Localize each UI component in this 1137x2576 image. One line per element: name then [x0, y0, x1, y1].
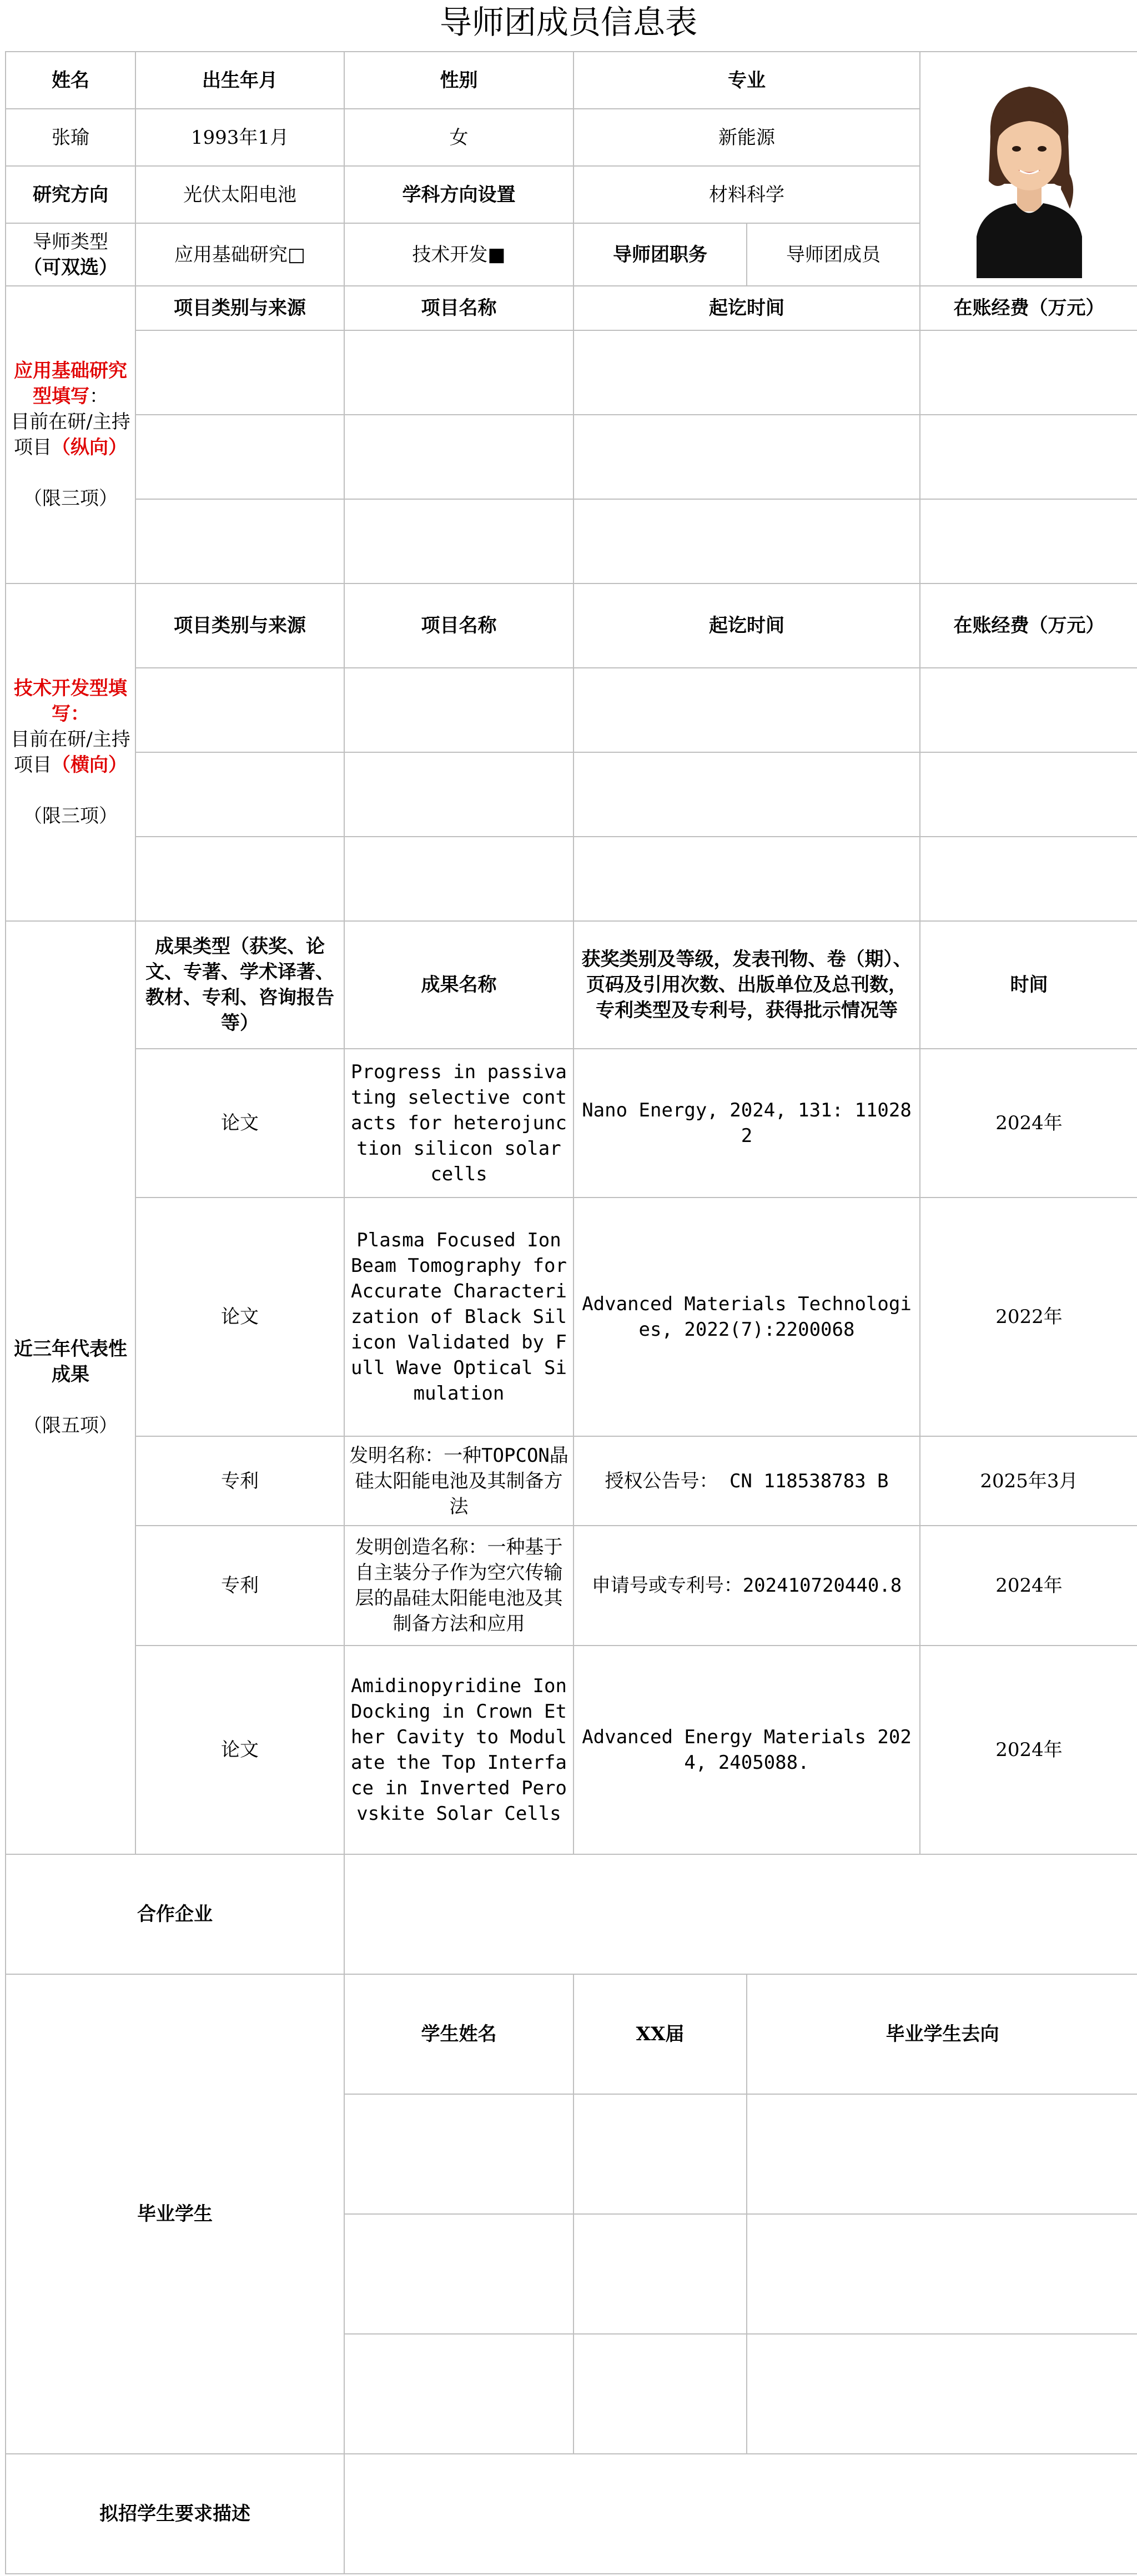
basic-projects-header-name: 项目名称	[344, 286, 573, 330]
table-row	[6, 330, 1137, 415]
achievement-time: 2024年	[920, 1049, 1137, 1198]
tech-projects-side-limit: （限三项）	[23, 805, 118, 828]
achievement-name: Progress in passivating selective contacts for heterojunction silicon solar cells	[344, 1049, 573, 1198]
gender-label: 性别	[344, 52, 573, 109]
blank-cell[interactable]	[920, 668, 1137, 752]
achievements-side-limit: （限五项）	[23, 1415, 118, 1437]
research-value: 光伏太阳电池	[135, 166, 344, 223]
achievement-type: 专利	[135, 1436, 344, 1525]
blank-cell[interactable]	[573, 330, 920, 415]
achievements-header-detail: 获奖类别及等级，发表刊物、卷（期）、页码及引用次数、出版单位及总刊数，专利类型及专利号，获得批示情况等	[573, 921, 920, 1049]
tech-projects-side-kind: （横向）	[52, 754, 127, 777]
cooperation-value[interactable]	[344, 1854, 1137, 1974]
blank-cell[interactable]	[344, 2094, 573, 2214]
name-label: 姓名	[6, 52, 135, 109]
basic-projects-header-period: 起讫时间	[573, 286, 920, 330]
major-value: 新能源	[573, 109, 920, 166]
blank-cell[interactable]	[344, 752, 573, 837]
achievement-type: 论文	[135, 1646, 344, 1854]
blank-cell[interactable]	[920, 752, 1137, 837]
role-value: 导师团成员	[747, 223, 920, 286]
page-title: 导师团成员信息表	[439, 3, 697, 41]
table-row	[6, 499, 1137, 583]
blank-cell[interactable]	[573, 499, 920, 583]
blank-cell[interactable]	[747, 2334, 1137, 2454]
table-row	[6, 1049, 1137, 1198]
blank-cell[interactable]	[344, 330, 573, 415]
blank-cell[interactable]	[135, 330, 344, 415]
blank-cell[interactable]	[573, 2214, 747, 2334]
achievements-header-type: 成果类型（获奖、论文、专著、学术译著、教材、专利、咨询报告等）	[135, 921, 344, 1049]
achievements-header-time: 时间	[920, 921, 1137, 1049]
tech-projects-side-title: 技术开发型填写	[14, 677, 127, 726]
basic-projects-side-label	[6, 286, 135, 583]
achievement-type: 论文	[135, 1198, 344, 1436]
blank-cell[interactable]	[135, 668, 344, 752]
achievements-side-label	[6, 921, 135, 1854]
achievement-name: Plasma Focused Ion Beam Tomography for Accurate Characterization of Black Silicon Validated by Full Wave Optical Simulation	[344, 1198, 573, 1436]
achievement-detail: Nano Energy, 2024, 131: 110282	[573, 1049, 920, 1198]
table-row	[6, 1198, 1137, 1436]
research-label: 研究方向	[6, 166, 135, 223]
tech-projects-header-source: 项目类别与来源	[135, 583, 344, 668]
major-label: 专业	[573, 52, 920, 109]
requirements-label: 拟招学生要求描述	[6, 2454, 344, 2574]
basic-projects-side-limit: （限三项）	[23, 487, 118, 510]
achievement-time: 2024年	[920, 1646, 1137, 1854]
blank-cell[interactable]	[344, 2334, 573, 2454]
achievements-header-name: 成果名称	[344, 921, 573, 1049]
blank-cell[interactable]	[344, 499, 573, 583]
name-value: 张瑜	[6, 109, 135, 166]
blank-cell[interactable]	[344, 668, 573, 752]
basic-projects-side-kind: （纵向）	[52, 436, 127, 459]
tech-projects-side-label	[6, 583, 135, 921]
portrait-photo	[960, 70, 1099, 278]
blank-cell[interactable]	[920, 330, 1137, 415]
achievement-type: 专利	[135, 1526, 344, 1646]
blank-cell[interactable]	[573, 2334, 747, 2454]
basic-projects-header-source: 项目类别与来源	[135, 286, 344, 330]
blank-cell[interactable]	[747, 2094, 1137, 2214]
role-label: 导师团职务	[573, 223, 747, 286]
table-row	[6, 1526, 1137, 1646]
graduates-header-name: 学生姓名	[344, 1974, 573, 2094]
photo-cell	[920, 52, 1137, 286]
graduates-header-class: XX届	[573, 1974, 747, 2094]
discipline-label: 学科方向设置	[344, 166, 573, 223]
achievement-detail: 申请号或专利号：202410720440.8	[573, 1526, 920, 1646]
blank-cell[interactable]	[344, 837, 573, 921]
achievement-name: 发明创造名称：一种基于自主装分子作为空穴传输层的晶硅太阳能电池及其制备方法和应用	[344, 1526, 573, 1646]
blank-cell[interactable]	[573, 752, 920, 837]
achievement-detail: Advanced Energy Materials 2024, 2405088.	[573, 1646, 920, 1854]
blank-cell[interactable]	[747, 2214, 1137, 2334]
tech-projects-header-period: 起讫时间	[573, 583, 920, 668]
achievement-name: 发明名称：一种TOPCON晶硅太阳能电池及其制备方法	[344, 1436, 573, 1525]
basic-projects-header-funds: 在账经费（万元）	[920, 286, 1137, 330]
blank-cell[interactable]	[920, 837, 1137, 921]
birth-value: 1993年1月	[135, 109, 344, 166]
blank-cell[interactable]	[920, 415, 1137, 499]
blank-cell[interactable]	[344, 415, 573, 499]
achievement-time: 2022年	[920, 1198, 1137, 1436]
basic-projects-side-colon: ：	[89, 385, 108, 408]
mentor-type-label-line2: （可双选）	[23, 256, 118, 279]
tech-projects-side-desc: 目前在研/主持项目	[11, 728, 130, 777]
achievement-name: Amidinopyridine Ion Docking in Crown Ether Cavity to Modulate the Top Interface in Inverted Perovskite Solar Cells	[344, 1646, 573, 1854]
mentor-info-table	[5, 51, 1137, 2574]
blank-cell[interactable]	[920, 499, 1137, 583]
blank-cell[interactable]	[573, 837, 920, 921]
achievement-detail: 授权公告号： CN 118538783 B	[573, 1436, 920, 1525]
achievement-detail: Advanced Materials Technologies, 2022(7):2200068	[573, 1198, 920, 1436]
tech-projects-side-colon: ：	[71, 703, 89, 726]
gender-value: 女	[344, 109, 573, 166]
blank-cell[interactable]	[135, 752, 344, 837]
tech-projects-header-funds: 在账经费（万元）	[920, 583, 1137, 668]
blank-cell[interactable]	[135, 415, 344, 499]
cooperation-label: 合作企业	[6, 1854, 344, 1974]
blank-cell[interactable]	[135, 499, 344, 583]
achievement-type: 论文	[135, 1049, 344, 1198]
blank-cell[interactable]	[573, 2094, 747, 2214]
basic-projects-side-desc: 目前在研/主持项目	[11, 411, 130, 459]
basic-projects-side-title: 应用基础研究型填写	[14, 360, 127, 408]
blank-cell[interactable]	[344, 2214, 573, 2334]
table-row	[6, 1646, 1137, 1854]
table-row	[6, 837, 1137, 921]
discipline-value: 材料科学	[573, 166, 920, 223]
table-row	[6, 1436, 1137, 1525]
requirements-value[interactable]	[344, 2454, 1137, 2574]
table-row	[6, 415, 1137, 499]
mentor-type-label	[6, 223, 135, 286]
tech-projects-header-name: 项目名称	[344, 583, 573, 668]
blank-cell[interactable]	[135, 837, 344, 921]
blank-cell[interactable]	[573, 415, 920, 499]
table-row	[6, 752, 1137, 837]
achievements-side-title: 近三年代表性成果	[14, 1338, 127, 1386]
mentor-type-label-line1: 导师类型	[33, 230, 108, 253]
graduates-header-destination: 毕业学生去向	[747, 1974, 1137, 2094]
table-row	[6, 668, 1137, 752]
type-option-basic: 应用基础研究□	[135, 223, 344, 286]
type-option-tech: 技术开发■	[344, 223, 573, 286]
birth-label: 出生年月	[135, 52, 344, 109]
blank-cell[interactable]	[573, 668, 920, 752]
achievement-time: 2024年	[920, 1526, 1137, 1646]
achievement-time: 2025年3月	[920, 1436, 1137, 1525]
graduates-label: 毕业学生	[6, 1974, 344, 2454]
